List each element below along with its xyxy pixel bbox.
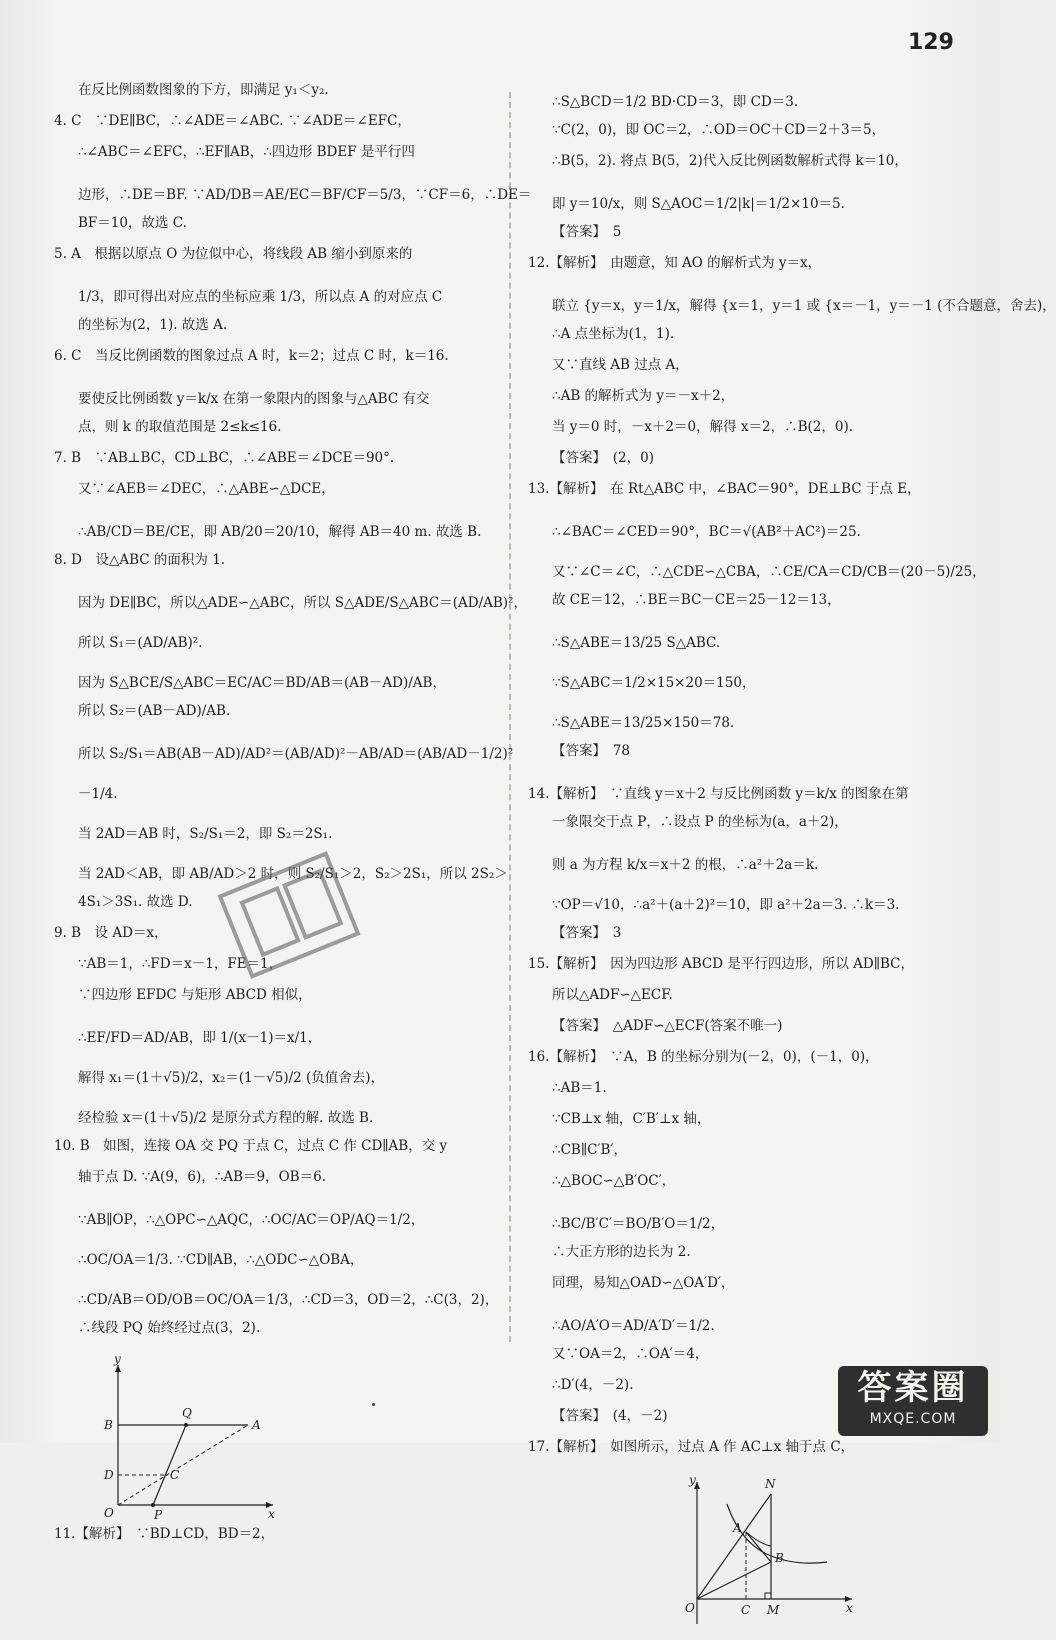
right-line: 又∵OA＝2，∴OA′＝4， bbox=[552, 1346, 709, 1362]
left-line: 所以 S₂/S₁＝AB(AB－AD)/AD²＝(AB/AD)²－AB/AD＝(AB/AD－1/2)² bbox=[78, 746, 514, 762]
right-line: 17.【解析】 如图所示，过点 A 作 AC⊥x 轴于点 C， bbox=[528, 1439, 855, 1455]
left-line: 所以 S₂＝(AB－AD)/AB. bbox=[78, 703, 231, 719]
right-line: ∴S△ABE＝13/25×150＝78. bbox=[552, 715, 735, 731]
q11-start-line: 11.【解析】 ∵BD⊥CD，BD＝2， bbox=[54, 1526, 275, 1542]
left-line: －1/4. bbox=[78, 786, 118, 802]
fig10-label-y: y bbox=[114, 1352, 121, 1366]
column-divider bbox=[509, 92, 511, 1342]
right-line: 联立 {y＝x，y＝1/x，解得 {x＝1，y＝1 或 {x＝－1，y＝－1 (不合题意，舍去)， bbox=[552, 298, 1056, 314]
left-line: 7. B ∵AB⊥BC，CD⊥BC，∴∠ABE＝∠DCE＝90°. bbox=[54, 450, 395, 466]
right-line: 15.【解析】 因为四边形 ABCD 是平行四边形，所以 AD∥BC， bbox=[528, 956, 914, 972]
left-line: 当 2AD＝AB 时，S₂/S₁＝2，即 S₂＝2S₁. bbox=[78, 826, 333, 842]
right-line: 当 y＝0 时，－x＋2＝0，解得 x＝2，∴B(2，0). bbox=[552, 419, 854, 435]
figure-q10 bbox=[78, 1352, 278, 1522]
left-line: 因为 S△BCE/S△ABC＝EC/AC＝BD/AB＝(AB－AD)/AB， bbox=[78, 675, 446, 691]
left-line: BF＝10，故选 C. bbox=[78, 215, 187, 231]
right-line: ∵OP＝√10，∴a²＋(a＋2)²＝10，即 a²＋2a＝3. ∴k＝3. bbox=[552, 897, 900, 913]
left-line: 10. B 如图，连接 OA 交 PQ 于点 C，过点 C 作 CD∥AB，交 y bbox=[54, 1138, 448, 1154]
right-line: ∴△BOC∽△B′OC′， bbox=[552, 1173, 676, 1189]
watermark-logo bbox=[838, 1366, 988, 1436]
right-line: 则 a 为方程 k/x＝x＋2 的根，∴a²＋2a＝k. bbox=[552, 857, 819, 873]
right-line: ∵C(2，0)，即 OC＝2，∴OD＝OC＋CD＝2＋3＝5， bbox=[552, 122, 886, 138]
fig17-label-B: B bbox=[775, 1551, 784, 1565]
right-line: 又∵直线 AB 过点 A， bbox=[552, 357, 689, 373]
left-line: 4S₁＞3S₁. 故选 D. bbox=[78, 894, 193, 910]
right-line: 同理，易知△OAD∽△OA′D′， bbox=[552, 1275, 735, 1291]
left-line: 所以 S₁＝(AD/AB)². bbox=[78, 635, 203, 651]
fig17-label-A: A bbox=[733, 1521, 742, 1535]
right-line: 一象限交于点 P，∴设点 P 的坐标为(a，a＋2)， bbox=[552, 814, 848, 830]
right-line: ∴D′(4，－2). bbox=[552, 1377, 634, 1393]
left-line: 因为 DE∥BC，所以△ADE∽△ABC，所以 S△ADE/S△ABC＝(AD/AB)²， bbox=[78, 595, 527, 611]
fig17-label-C: C bbox=[741, 1603, 751, 1617]
right-line: ∴AO/A′O＝AD/A′D′＝1/2. bbox=[552, 1318, 715, 1334]
left-line: 4. C ∵DE∥BC，∴∠ADE＝∠ABC. ∵∠ADE＝∠EFC， bbox=[54, 113, 411, 129]
left-line: ∴OC/OA＝1/3. ∵CD∥AB，∴△ODC∽△OBA， bbox=[78, 1252, 364, 1268]
logo-text: 答案圈 bbox=[857, 1368, 969, 1408]
right-line: 所以△ADF∽△ECF. bbox=[552, 987, 673, 1003]
fig17-label-y: y bbox=[689, 1473, 696, 1487]
left-text-lines bbox=[54, 82, 532, 1351]
right-line: 又∵∠C＝∠C，∴△CDE∽△CBA，∴CE/CA＝CD/CB＝(20－5)/25， bbox=[552, 564, 986, 580]
left-line: 的坐标为(2，1). 故选 A. bbox=[78, 317, 228, 333]
right-line: 14.【解析】 ∵直线 y＝x＋2 与反比例函数 y＝k/x 的图象在第 bbox=[528, 786, 909, 802]
right-line: ∴B(5，2). 将点 B(5，2)代入反比例函数解析式得 k＝10， bbox=[552, 153, 908, 169]
fig17-label-M: M bbox=[767, 1603, 780, 1617]
right-line: 故 CE＝12，∴BE＝BC－CE＝25－12＝13， bbox=[552, 592, 841, 608]
fig10-label-O: O bbox=[104, 1506, 114, 1520]
right-line: ∴BC/B′C′＝BO/B′O＝1/2， bbox=[552, 1216, 725, 1232]
right-line: ∴AB 的解析式为 y＝－x＋2， bbox=[552, 388, 735, 404]
left-line: 点，则 k 的取值范围是 2≤k≤16. bbox=[78, 419, 282, 435]
right-line: 【答案】 (4，－2) bbox=[552, 1408, 668, 1424]
left-line: ∵AB∥OP，∴△OPC∽△AQC，∴OC/AC＝OP/AQ＝1/2， bbox=[78, 1212, 425, 1228]
right-line: 【答案】 △ADF∽△ECF(答案不唯一) bbox=[552, 1018, 783, 1034]
left-line: ∵AB＝1，∴FD＝x－1，FE＝1， bbox=[78, 956, 283, 972]
left-line: 6. C 当反比例函数的图象过点 A 时，k＝2；过点 C 时，k＝16. bbox=[54, 348, 449, 364]
left-line: ∴EF/FD＝AD/AB，即 1/(x－1)＝x/1， bbox=[78, 1030, 322, 1046]
left-line: ∴AB/CD＝BE/CE，即 AB/20＝20/10，解得 AB＝40 m. 故选 B. bbox=[78, 524, 482, 540]
left-line: ∵四边形 EFDC 与矩形 ABCD 相似， bbox=[78, 987, 312, 1003]
fig17-label-N: N bbox=[765, 1477, 776, 1491]
right-line: ∴CB∥C′B′， bbox=[552, 1142, 627, 1158]
left-line: 边形，∴DE＝BF. ∵AD/DB＝AE/EC＝BF/CF＝5/3，∵CF＝6，∴DE＝ bbox=[78, 187, 532, 203]
right-line: 【答案】 3 bbox=[552, 925, 622, 941]
right-line: ∴S△ABE＝13/25 S△ABC. bbox=[552, 635, 721, 651]
right-line: 【答案】 5 bbox=[552, 224, 622, 240]
fig10-label-P: P bbox=[154, 1508, 163, 1522]
right-line: ∵CB⊥x 轴，C′B′⊥x 轴， bbox=[552, 1111, 711, 1127]
left-line: 解得 x₁＝(1＋√5)/2，x₂＝(1－√5)/2 (负值舍去)， bbox=[78, 1070, 385, 1086]
left-line: 轴于点 D. ∵A(9，6)，∴AB＝9，OB＝6. bbox=[78, 1169, 326, 1185]
right-line: 13.【解析】 在 Rt△ABC 中，∠BAC＝90°，DE⊥BC 于点 E， bbox=[528, 481, 921, 497]
figure-q17 bbox=[657, 1474, 857, 1634]
right-line: ∴∠BAC＝∠CED＝90°，BC＝√(AB²＋AC²)＝25. bbox=[552, 524, 861, 540]
left-column bbox=[54, 82, 532, 1557]
left-line: 5. A 根据以原点 O 为位似中心，将线段 AB 缩小到原来的 bbox=[54, 246, 413, 262]
fig17-label-O: O bbox=[685, 1601, 695, 1615]
fig10-label-x: x bbox=[268, 1507, 275, 1521]
right-line: ∴AB＝1. bbox=[552, 1080, 607, 1096]
fig10-label-Q: Q bbox=[182, 1406, 192, 1420]
fig10-label-D: D bbox=[104, 1468, 114, 1482]
left-line: 要使反比例函数 y＝k/x 在第一象限内的图象与△ABC 有交 bbox=[78, 391, 430, 407]
fig10-label-A: A bbox=[252, 1418, 261, 1432]
left-line: ∴CD/AB＝OD/OB＝OC/OA＝1/3，∴CD＝3，OD＝2，∴C(3，2)， bbox=[78, 1292, 499, 1308]
left-line: 又∵∠AEB＝∠DEC，∴△ABE∽△DCE， bbox=[78, 481, 335, 497]
right-text-lines bbox=[528, 82, 1056, 1470]
left-line: 8. D 设△ABC 的面积为 1. bbox=[54, 552, 226, 568]
right-line: ∴大正方形的边长为 2. bbox=[552, 1244, 691, 1260]
right-line: 12.【解析】 由题意，知 AO 的解析式为 y＝x， bbox=[528, 255, 822, 271]
right-line: 【答案】 (2，0) bbox=[552, 450, 654, 466]
fig10-label-B: B bbox=[104, 1418, 113, 1432]
left-line: 在反比例函数图象的下方，即满足 y₁＜y₂. bbox=[78, 82, 329, 98]
left-line: 1/3，即可得出对应点的坐标应乘 1/3，所以点 A 的对应点 C bbox=[78, 289, 443, 305]
page-number: 129 bbox=[908, 30, 954, 55]
left-line: 经检验 x＝(1＋√5)/2 是原分式方程的解. 故选 B. bbox=[78, 1110, 374, 1126]
right-line: ∵S△ABC＝1/2×15×20＝150， bbox=[552, 675, 756, 691]
right-line: 16.【解析】 ∵A，B 的坐标分别为(－2，0)，(－1，0)， bbox=[528, 1049, 879, 1065]
left-line: 9. B 设 AD＝x， bbox=[54, 925, 168, 941]
left-line: 当 2AD＜AB，即 AB/AD＞2 时，则 S₂/S₁＞2，S₂＞2S₁，所以 2S₂＞ bbox=[78, 866, 508, 882]
fig17-label-x: x bbox=[846, 1601, 853, 1615]
fig10-label-C: C bbox=[170, 1468, 180, 1482]
right-line: 即 y＝10/x，则 S△AOC＝1/2|k|＝1/2×10＝5. bbox=[552, 196, 845, 212]
logo-url: MXQE.COM bbox=[869, 1411, 957, 1427]
left-line: ∴∠ABC＝∠EFC，∴EF∥AB，∴四边形 BDEF 是平行四 bbox=[78, 144, 415, 160]
right-line: ∴S△BCD＝1/2 BD·CD＝3，即 CD＝3. bbox=[552, 94, 799, 110]
right-line: 【答案】 78 bbox=[552, 743, 630, 759]
left-line: ∴线段 PQ 始终经过点(3，2). bbox=[78, 1320, 261, 1336]
speck bbox=[372, 1403, 375, 1406]
right-line: ∴A 点坐标为(1，1). bbox=[552, 326, 675, 342]
